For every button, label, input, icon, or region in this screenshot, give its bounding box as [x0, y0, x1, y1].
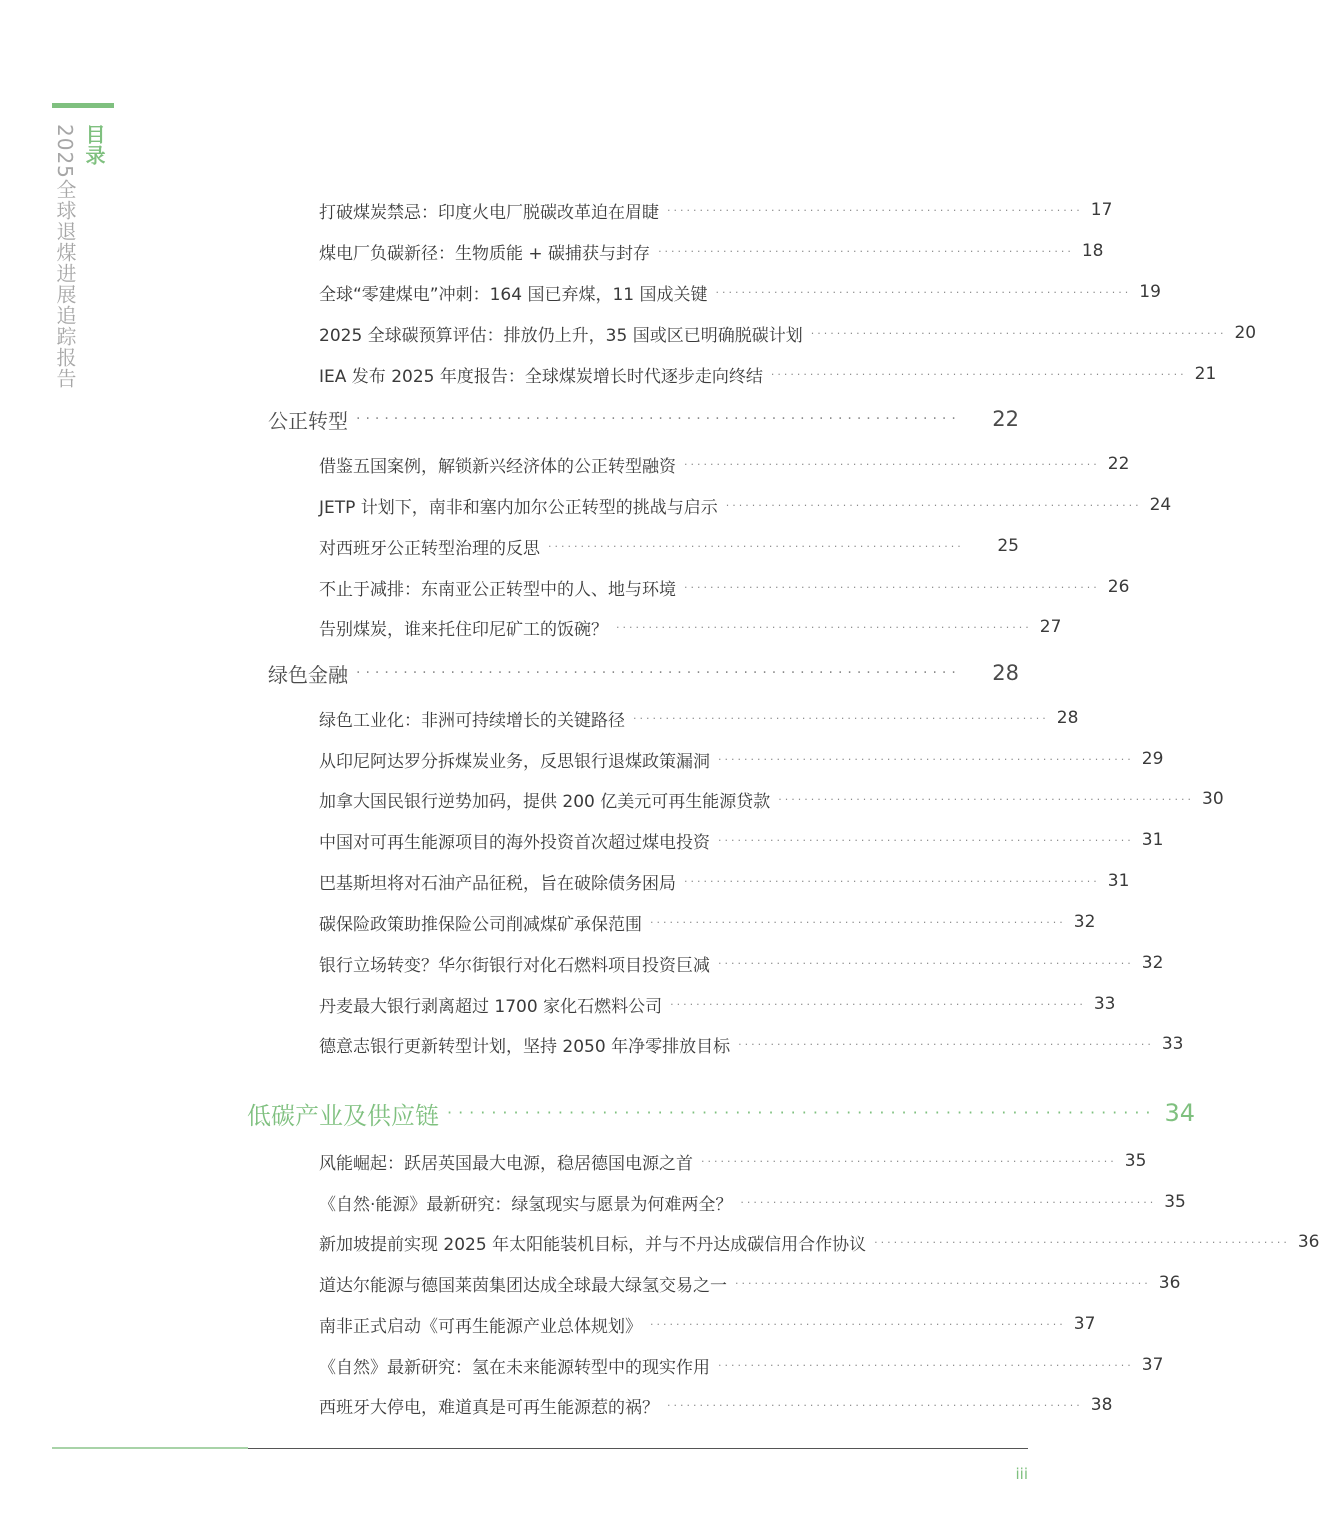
toc-entry[interactable]: [319, 1190, 1186, 1215]
toc-entry[interactable]: [319, 951, 1164, 976]
dot-leader: ································································: [874, 1235, 1290, 1249]
toc-entry-page: 33: [1161, 1034, 1184, 1054]
toc-entry[interactable]: [319, 534, 1019, 558]
dot-leader: ································································: [356, 665, 961, 681]
toc-label: 目录: [82, 124, 106, 166]
toc-entry-title: JETP 计划下，南非和塞内加尔公正转型的挑战与启示: [319, 497, 718, 518]
dot-leader: ································································: [718, 1358, 1134, 1372]
toc-entry-title: 《自然》最新研究：氢在未来能源转型中的现实作用: [319, 1357, 710, 1378]
toc-entry-page: 26: [1107, 577, 1130, 597]
toc-entry[interactable]: [319, 362, 1217, 387]
toc-entry-title: 告别煤炭，谁来托住印尼矿工的饭碗？: [319, 619, 608, 640]
toc-entry[interactable]: [319, 452, 1130, 477]
toc-entry[interactable]: [319, 910, 1096, 935]
toc-entry-page: 35: [1124, 1151, 1147, 1171]
dot-leader: ································································: [715, 285, 1132, 299]
dot-leader: ································································: [810, 326, 1227, 340]
toc-section-just-transition[interactable]: [268, 404, 1019, 434]
dot-leader: ································································: [684, 874, 1100, 888]
toc-entry-title: 绿色工业化：非洲可持续增长的关键路径: [319, 710, 625, 731]
dot-leader: ································································: [735, 1276, 1151, 1290]
dot-leader: ································································: [770, 367, 1187, 381]
toc-entry[interactable]: [319, 280, 1161, 305]
page-number: iii: [1015, 1465, 1028, 1483]
toc-entry[interactable]: [319, 869, 1130, 894]
toc-entry-page: 38: [1090, 1395, 1113, 1415]
toc-entry-title: 风能崛起：跃居英国最大电源，稳居德国电源之首: [319, 1153, 693, 1174]
toc-entry[interactable]: [319, 1271, 1181, 1296]
dot-leader: ································································: [684, 457, 1100, 471]
dot-leader: ································································: [701, 1154, 1117, 1168]
toc-entry-page: 19: [1139, 282, 1161, 302]
dot-leader: ································································: [778, 792, 1195, 806]
toc-entry[interactable]: [319, 747, 1164, 772]
toc-entry[interactable]: [319, 706, 1079, 731]
footer-divider: [248, 1448, 1028, 1449]
toc-entry-title: 煤电厂负碳新径：生物质能 + 碳捕获与封存: [319, 243, 651, 264]
toc-entry-title: 全球“零建煤电”冲刺：164 国已弃煤，11 国成关键: [319, 284, 708, 305]
toc-entry-title: 2025 全球碳预算评估：排放仍上升，35 国或区已明确脱碳计划: [319, 325, 803, 346]
toc-entry[interactable]: [319, 615, 1062, 640]
toc-chapter-page: 34: [1164, 1099, 1196, 1127]
toc-entry[interactable]: [319, 321, 1257, 346]
toc-entry-page: 35: [1164, 1192, 1186, 1212]
toc-entry-page: 37: [1141, 1355, 1164, 1375]
dot-leader: ································································: [738, 1037, 1154, 1051]
toc-entry-title: 新加坡提前实现 2025 年太阳能装机目标，并与不丹达成碳信用合作协议: [319, 1234, 867, 1255]
dot-leader: ································································: [548, 539, 964, 553]
toc-entry-page: 36: [1158, 1273, 1181, 1293]
toc-entry[interactable]: [319, 1312, 1096, 1337]
toc-entry-page: 28: [1056, 708, 1079, 728]
toc-entry-title: 中国对可再生能源项目的海外投资首次超过煤电投资: [319, 832, 710, 853]
toc-chapter-low-carbon[interactable]: [247, 1096, 1196, 1130]
toc-entry[interactable]: [319, 1393, 1113, 1418]
dot-leader: ································································: [356, 411, 961, 427]
toc-entry-title: 巴基斯坦将对石油产品征税，旨在破除债务困局: [319, 873, 676, 894]
toc-entry[interactable]: [319, 1230, 1320, 1255]
toc-entry[interactable]: [319, 198, 1113, 223]
toc-section-title: 绿色金融: [268, 662, 348, 687]
dot-leader: ································································: [616, 620, 1032, 634]
toc-entry-title: IEA 发布 2025 年度报告：全球煤炭增长时代逐步走向终结: [319, 366, 763, 387]
toc-entry-title: 道达尔能源与德国莱茵集团达成全球最大绿氢交易之一: [319, 1275, 727, 1296]
toc-section-green-finance[interactable]: [268, 658, 1019, 688]
toc-entry-page: 37: [1073, 1314, 1096, 1334]
toc-entry[interactable]: [319, 239, 1104, 264]
toc-entry[interactable]: [319, 787, 1224, 812]
toc-entry-page: 30: [1202, 789, 1224, 809]
toc-entry-page: 18: [1081, 241, 1104, 261]
dot-leader: ································································: [718, 752, 1134, 766]
toc-entry-title: 德意志银行更新转型计划，坚持 2050 年净零排放目标: [319, 1036, 731, 1057]
dot-leader: ································································: [447, 1103, 1157, 1122]
toc-entry-title: 从印尼阿达罗分拆煤炭业务，反思银行退煤政策漏洞: [319, 751, 710, 772]
toc-entry-page: 25: [997, 536, 1019, 556]
toc-entry[interactable]: [319, 575, 1130, 600]
toc-entry[interactable]: [319, 828, 1164, 853]
toc-entry-title: 加拿大国民银行逆势加码，提供 200 亿美元可再生能源贷款: [319, 791, 771, 812]
toc-entry-title: 西班牙大停电，难道真是可再生能源惹的祸？: [319, 1397, 659, 1418]
toc-section-page: 28: [992, 661, 1019, 685]
toc-entry-page: 21: [1194, 364, 1217, 384]
dot-leader: ································································: [684, 580, 1100, 594]
dot-leader: ································································: [650, 915, 1066, 929]
toc-section-title: 公正转型: [268, 408, 348, 433]
toc-entry-title: 银行立场转变？华尔街银行对化石燃料项目投资巨减: [319, 955, 710, 976]
dot-leader: ································································: [740, 1195, 1157, 1209]
toc-entry-page: 33: [1093, 994, 1116, 1014]
toc-entry-page: 29: [1141, 749, 1164, 769]
toc-entry-page: 31: [1107, 871, 1130, 891]
sidebar-accent-bar: [52, 103, 114, 108]
toc-entry-page: 32: [1073, 912, 1096, 932]
toc-entry[interactable]: [319, 493, 1172, 518]
toc-entry-page: 36: [1297, 1232, 1320, 1252]
toc-section-page: 22: [992, 407, 1019, 431]
dot-leader: ································································: [670, 997, 1086, 1011]
toc-entry[interactable]: [319, 1353, 1164, 1378]
toc-entry[interactable]: [319, 992, 1116, 1017]
toc-entry-page: 22: [1107, 454, 1130, 474]
toc-chapter-title: 低碳产业及供应链: [247, 1101, 439, 1130]
toc-entry-title: 丹麦最大银行剥离超过 1700 家化石燃料公司: [319, 996, 663, 1017]
toc-entry[interactable]: [319, 1032, 1184, 1057]
toc-entry[interactable]: [319, 1149, 1147, 1174]
dot-leader: ································································: [650, 1317, 1066, 1331]
toc-entry-page: 32: [1141, 953, 1164, 973]
dot-leader: ································································: [658, 244, 1074, 258]
dot-leader: ································································: [725, 498, 1142, 512]
toc-entry-page: 24: [1149, 495, 1172, 515]
dot-leader: ································································: [718, 956, 1134, 970]
toc-entry-title: 对西班牙公正转型治理的反思: [319, 538, 540, 559]
toc-entry-page: 31: [1141, 830, 1164, 850]
dot-leader: ································································: [667, 1398, 1083, 1412]
toc-entry-title: 不止于减排：东南亚公正转型中的人、地与环境: [319, 579, 676, 600]
toc-entry-page: 20: [1234, 323, 1257, 343]
footer-accent-line: [52, 1447, 248, 1449]
toc-entry-title: 碳保险政策助推保险公司削减煤矿承保范围: [319, 914, 642, 935]
toc-entry-title: 《自然·能源》最新研究：绿氢现实与愿景为何难两全？: [319, 1194, 733, 1215]
toc-entry-page: 27: [1039, 617, 1062, 637]
dot-leader: ································································: [667, 203, 1083, 217]
dot-leader: ································································: [633, 711, 1049, 725]
toc-entry-title: 南非正式启动《可再生能源产业总体规划》: [319, 1316, 642, 1337]
dot-leader: ································································: [718, 833, 1134, 847]
report-title: 2025全球退煤进展追踪报告: [53, 124, 77, 389]
toc-entry-title: 借鉴五国案例，解锁新兴经济体的公正转型融资: [319, 456, 676, 477]
toc-entry-page: 17: [1090, 200, 1113, 220]
toc-entry-title: 打破煤炭禁忌：印度火电厂脱碳改革迫在眉睫: [319, 202, 659, 223]
